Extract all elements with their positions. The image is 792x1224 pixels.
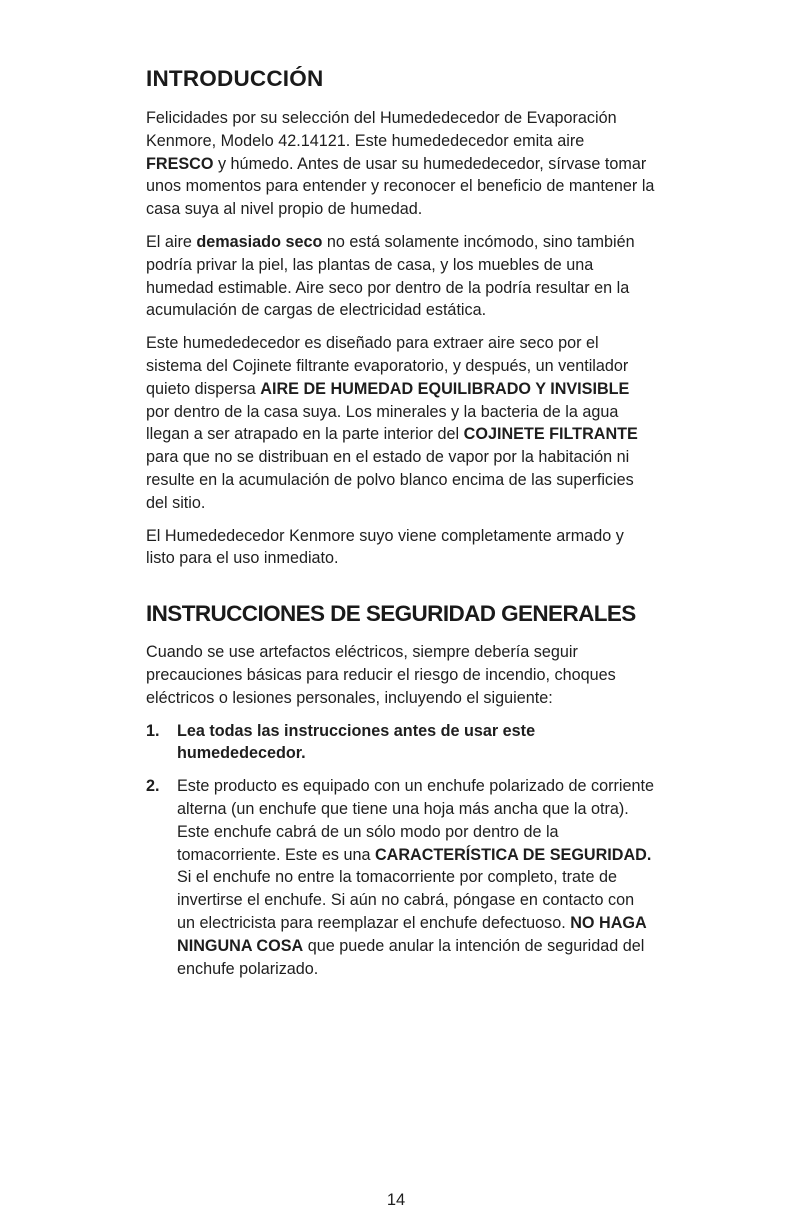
intro-paragraph-2 [146, 231, 656, 322]
page-number: 14 [386, 1191, 406, 1209]
intro-paragraph-4: El Humededecedor Kenmore suyo viene completamente armado y listo para el uso inmediato. [146, 526, 624, 568]
intro-p1-text-c: y húmedo. Antes de usar su humededecedor, sírvase tomar unos momentos para entender y reconocer el beneficio de mantener la casa suya al nivel propio de humedad. [146, 154, 655, 219]
intro-p3-text-a: Este humededecedor es diseñado para extraer aire seco por el sistema del Cojinete filtrante evaporatorio, y después, un ventilador quieto dispersa [146, 334, 629, 398]
intro-p1-bold-fresco: FRESCO [146, 154, 214, 173]
safety-item-2-bold-feature: CARACTERÍSTICA DE SEGURIDAD. [374, 845, 652, 864]
safety-item-2-text-c: Si el enchufe no entre la tomacorriente por completo, trate de invertirse el enchufe. Si aún no cabrá, póngase en contacto con un electricista para reemplazar el enchufe defectuoso. [177, 868, 635, 932]
manual-page [146, 66, 656, 990]
intro-paragraph-1 [146, 107, 656, 221]
intro-paragraph-3 [146, 332, 656, 514]
intro-p3-bold-filter: COJINETE FILTRANTE [463, 425, 638, 444]
intro-p3-text-e: para que no se distribuan en el estado de vapor por la habitación ni resulte en la acumulación de polvo blanco encima de las superficies del sitio. [146, 448, 634, 512]
intro-p2-bold-dry: demasiado seco [196, 232, 323, 251]
safety-instructions-list [146, 720, 656, 981]
safety-item-1 [146, 720, 656, 766]
intro-p2-text-c: no está solamente incómodo, sino también podría privar la piel, las plantas de casa, y los muebles de una humedad estimable. Aire seco por dentro de la podría resultar en la acumulación de cargas de electricidad estática. [146, 232, 635, 320]
safety-item-2-text-a: Este producto es equipado con un enchufe polarizado de corriente alterna (un enchufe que tiene una hoja más ancha que la otra). Este enchufe cabrá de un sólo modo por dentro de la tomacorriente. Este es una [177, 777, 654, 864]
safety-item-1-text: Lea todas las instrucciones antes de usar este humededecedor. [177, 721, 536, 763]
safety-item-2-text-e: que puede anular la intención de seguridad del enchufe polarizado. [177, 936, 645, 978]
safety-item-2-bold-warning: NO HAGA NINGUNA COSA [177, 913, 647, 955]
safety-item-2-number: 2. [146, 777, 160, 796]
intro-p3-text-c: por dentro de la casa suya. Los minerales y la bacteria de la agua llegan a ser atrapado en la parte interior del [146, 402, 619, 444]
intro-heading: INTRODUCCIÓN [146, 66, 324, 91]
safety-item-1-number: 1. [146, 721, 160, 740]
intro-p2-text-a: El aire [146, 232, 197, 251]
safety-item-2 [146, 775, 656, 980]
safety-intro-paragraph: Cuando se use artefactos eléctricos, siempre debería seguir precauciones básicas para reducir el riesgo de incendio, choques eléctricos o lesiones personales, incluyendo el siguiente: [146, 643, 616, 707]
intro-p3-bold-air: AIRE DE HUMEDAD EQUILIBRADO Y INVISIBLE [260, 379, 630, 398]
intro-p1-text-a: Felicidades por su selección del Humededecedor de Evaporación Kenmore, Modelo 42.14121. Este humededecedor emita aire [146, 109, 617, 150]
safety-heading: INSTRUCCIONES DE SEGURIDAD GENERALES [146, 601, 636, 627]
